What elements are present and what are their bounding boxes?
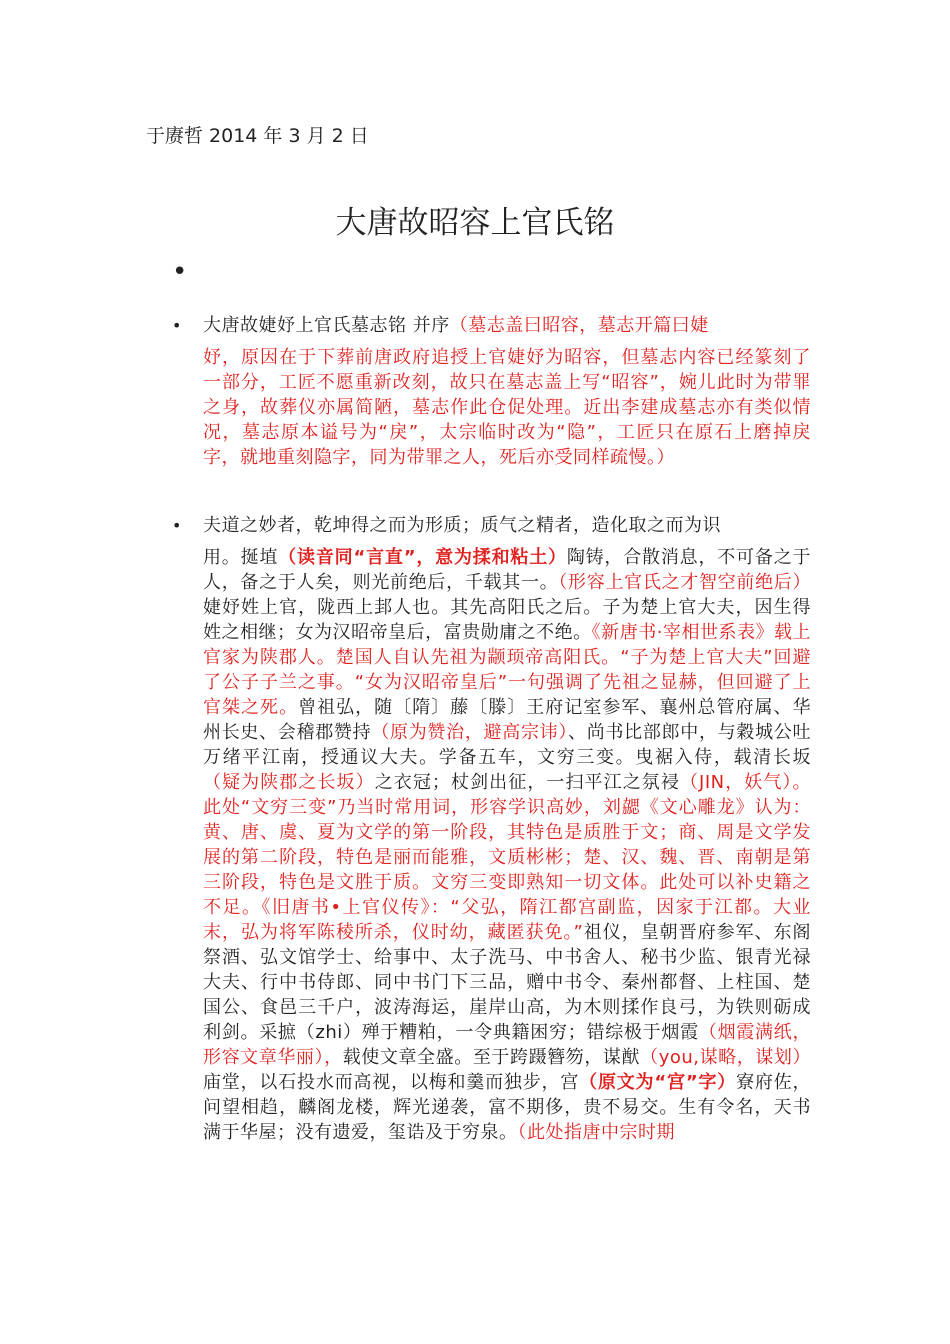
annotation: （you,谋略，谋划） <box>640 1047 812 1068</box>
annotation: （形容上官氏之才智空前绝后） <box>558 572 811 593</box>
annotation: （烟霞满纸，形容文章华丽）， <box>203 1022 811 1068</box>
body-text: 庙堂，以石投水而高视，以梅和羹而独步，宫 <box>203 1072 580 1093</box>
body-text: 寮府佐，问望相趋，麟阁龙楼，辉光递袭，富不期侈，贵不易交。生有令名，天书满于华屋；没有遗爱，玺诰及于穷泉。 <box>203 1072 811 1143</box>
first-line <box>203 313 811 338</box>
body-text: 祖仪，皇朝晋府参军、东阁祭酒、弘文馆学士、给事中、太子洗马、中书舍人、秘书少监、银青光禄大夫、行中书侍郎、同中书门下三品，赠中书令、秦州都督、上柱国、楚国公、食邑三千户，波涛海运，崖岸山高，为木则揉作良弓，为铁则砺成利剑。采摭（zhi）殚于糟粕，一令典籍困穷；错综极于烟霞 <box>203 922 812 1043</box>
epitaph-heading: 大唐故婕妤上官氏墓志铭 并序 <box>203 315 450 336</box>
bullet-icon: • <box>172 257 188 287</box>
body-text: 之衣冠；杖剑出征，一扫平江之氛祲 <box>374 772 680 793</box>
bullet-icon: • <box>172 516 182 535</box>
annotation: 《新唐书·宰相世系表》载上官家为陕郡人。楚国人自认先祖为颛顼帝高阳氏。“子为楚上官大夫”回避了公子子兰之事。“女为汉昭帝皇后”一句强调了先祖之显赫，但回避了上官桀之死。 <box>203 622 811 718</box>
body-text: 陶铸，合散消息，不可备之于人，备之于人矣，则光前绝后，千载其一。 <box>203 547 811 593</box>
list-item-epitaph-heading <box>203 313 811 470</box>
annotation: （疑为陕郡之长坂） <box>203 772 375 793</box>
body-text: 曾祖弘，随〔隋〕藤〔滕〕王府记室参军、襄州总管府属、华州长史、会稽郡赞持 <box>203 697 812 743</box>
author-date: 于赓哲 2014 年 3 月 2 日 <box>146 125 369 147</box>
annotation: 妤，原因在于下葬前唐政府追授上官婕妤为昭容，但墓志内容已经篆刻了一部分，工匠不愿重新改刻，故只在墓志盖上写“昭容”，婉儿此时为带罪之身，故葬仪亦属简陋，墓志作此仓促处理。近出李建成墓志亦有类似情况，墓志原本谥号为“戾”，太宗临时改为“隐”，工匠只在原石上磨掉戾字，就地重刻隐字，同为带罪之人，死后亦受同样疏慢。） <box>203 347 811 468</box>
body-text: 用。挻埴 <box>203 547 279 568</box>
document-title: 大唐故昭容上官氏铭 <box>335 205 615 241</box>
body-text: 婕妤姓上官，陇西上邽人也。其先高阳氏之后。子为楚上官大夫，因生得姓之相继；女为汉昭帝皇后，富贵勋庸之不绝。 <box>203 597 811 643</box>
annotation: （此处指唐中宗时期 <box>517 1122 675 1143</box>
bullet-icon: • <box>172 316 182 335</box>
body-text: 载使文章全盛。至于跨蹑簪笏，谋猷 <box>342 1047 641 1068</box>
body-text: 、尚书比部郎中，与穀城公吐万绪平江南，授通议大夫。学备五车，文穷三变。曳裾入侍，载清长坂 <box>203 722 811 768</box>
list-item-epitaph-body <box>203 513 811 1145</box>
annotation: （读音同“言直”，意为揉和粘土） <box>278 547 567 568</box>
body-text <box>203 545 811 1145</box>
annotation: （墓志盖曰昭容，墓志开篇曰婕 <box>449 315 709 336</box>
annotation: （原文为“宫”字） <box>579 1072 737 1093</box>
first-line: 夫道之妙者，乾坤得之而为形质；质气之精者，造化取之而为识 <box>203 515 721 536</box>
annotation: （JIN，妖气）。此处“文穷三变”乃当时常用词，形容学识高妙，刘勰《文心雕龙》认为：黄、唐、虞、夏为文学的第一阶段，其特色是质胜于文；商、周是文学发展的第二阶段，特色是丽而能雅，文质彬彬；楚、汉、魏、晋、南朝是第三阶段，特色是文胜于质。文穷三变即熟知一切文体。此处可以补史籍之不足。《旧唐书•上官仪传》：“父弘，隋江都宫副监，因家于江都。大业末，弘为将军陈稜所杀，仪时幼，藏匿获免。” <box>203 772 812 943</box>
annotation: （原为赞治，避高宗讳） <box>371 722 569 743</box>
